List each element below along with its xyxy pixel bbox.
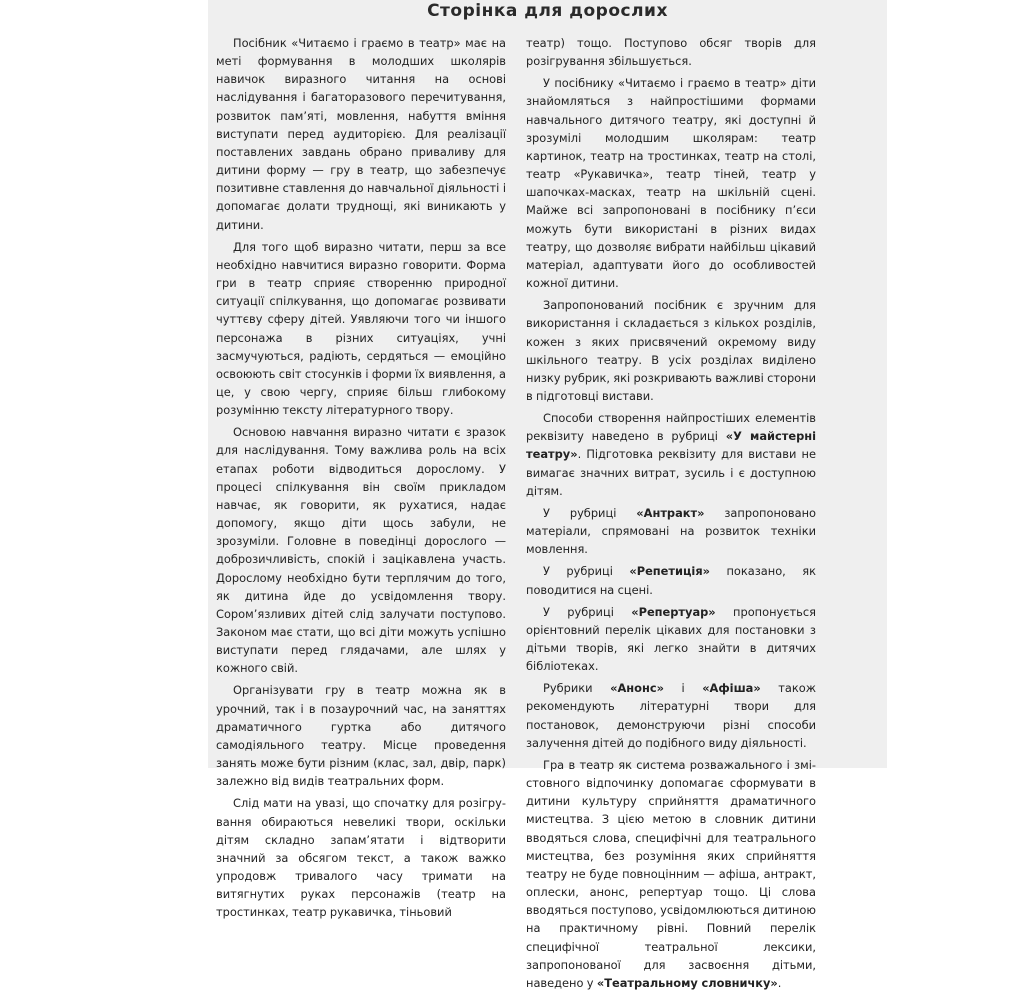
rubric-name: «Репетиція» [629,564,711,579]
paragraph [526,296,816,405]
paragraph [216,681,506,790]
paragraph-text: У рубриці [543,505,637,520]
rubric-name: «Репертуар» [631,604,716,619]
paragraph-text: пропонується орієнтовний перелік цікавих для постановки з дітьми творів, які легко знайти в дитячих бібліотеках. [526,604,816,674]
paragraph [526,34,816,70]
rubric-name: «Анонс» [610,681,664,696]
paragraph-text: Посібник «Читаємо і граємо в театр» має на меті формування в молодших школярів навичок виразного читання на основі наслідування і багаторазового перечитування, розвиток пам’яті, мовлення, набуття вміння виступати перед аудиторією. Для реалізації поставлених завдань обрано приваливу для дитини форму — гру в театр, що забезпечує позитивне ставлення до навчальної діяльності і допомагає долати труднощі, які виникають у дитини. [216,36,506,232]
rubric-name: «Антракт» [636,505,705,520]
paragraph-text: показано, як поводитися на сцені. [526,564,816,597]
paragraph-text: Організувати гру в театр можна як в урочний, так і в позаурочний час, на заняттях драматичного гуртка або дитячого самодіяльного театру. Місце проведення занять може бути різним (клас, зал, двір, парк) залежно від видів театральних форм. [216,683,506,789]
paragraph [526,504,816,558]
paragraph-text: Гра в театр як система розважального і змістовного відпочинку допомагає сформувати в дитини культуру сприйняття драматичного мистецтва. З цією метою в словник дитини вводяться слова, специфічні для театрального мистецтва, без розуміння яких сприйняття театру не буде повноцінним — афіша, антракт, оплески, анонс, репертуар тощо. Ці слова вводяться поступово, усвідомлюються дитиною на практичному рівні. Повний перелік специфічної театральної лексики, запропонованої для засвоєння дітьми, наведено у [526,757,816,990]
paragraph-text: Запропонований посібник є зручним для використання і складається з кількох розділів, кожен з яких присвячений окремому виду шкільного театру. В усіх розділах виділено низку рубрик, які розкривають важливі сторони в підготовці вистави. [526,298,816,403]
left-column [216,34,506,926]
paragraph [526,603,816,676]
paragraph-text: Основою навчання виразно читати є зразок для наслідування. Тому важлива роль на всіх етапах роботи відводиться дорослому. У процесі спілкування він своїм прикладом навчає, як говорити, як рухатися, надає допомогу, якщо діти щось забули, не зрозуміли. Головне в поведінці дорослого — доброзичливість, спокій і зацікавлена участь. Дорослому необхідно бути терплячим до того, як дитина йде до усвідомлення твору. Сором’язливих дітей слід залучати поступово. Законом має стати, що всі діти можуть успішно виступати перед глядачами, але шлях у кожного свій. [216,425,506,676]
right-column [526,34,816,996]
paragraph [526,409,816,500]
paragraph-text: Способи створення найпростіших елементів реквізиту наведено в рубриці [526,411,816,444]
paragraph-text: У посібнику «Читаємо і граємо в театр» діти знайомляться з найпростішими формами навчального дитячого театру, які доступні й зрозумілі молодшим школярам: театр картинок, театр на тростинках, театр на столі, театр «Рукавичка», театр тіней, театр у шапочках-масках, театр на шкільній сцені. Майже всі запропоновані в посібнику п’єси можуть бути використані в різних видах театру, що дозволяє вибрати найбільш цікавий матеріал, адаптувати його до особливостей кожної дитини. [526,76,816,291]
paragraph-text: . Підготовка реквізиту для вистави не вимагає значних витрат, зусиль і є доступною дітям. [526,447,816,498]
paragraph-text: і [663,681,703,696]
paragraph [216,34,506,234]
paragraph-text: запропоновано матеріали, спрямовані на розвиток техніки мовлення. [526,505,816,557]
rubric-name: «Афіша» [702,681,761,696]
paragraph [216,794,506,921]
document-page [208,0,887,990]
paragraph [526,562,816,598]
paragraph [526,756,816,992]
paragraph [526,74,816,292]
paragraph-text: Для того щоб виразно читати, перш за все необхідно навчитися виразно говорити. Форма гри в театр сприяє створенню природної ситуації спілкування, що допомагає розвивати чуттєву сферу дітей. Уявляючи того чи іншого персонажа в різних ситуаціях, учні засмучуються, радіють, сердяться — емоційно освоюють світ стосунків і форми їх виявлення, а це, у свою чергу, сприяє більш глибокому розумінню тексту літературного твору. [216,239,506,418]
paragraph [526,679,816,752]
paragraph-text: театр) тощо. Поступово обсяг творів для розігрування збільшується. [526,36,816,69]
paragraph-text: . [777,975,782,990]
paragraph-text: Рубрики [543,681,611,696]
rubric-name: «У майстерні театру» [526,429,817,462]
rubric-name: «Театральному словничку» [596,975,778,990]
paragraph [216,238,506,420]
paragraph-text: У рубриці [543,564,630,579]
paragraph-text: також рекомендують літературні твори для постановок, демонструючи різні способи залучення дітей до подібного виду діяльності. [526,681,816,750]
paragraph-text: Слід мати на увазі, що спочатку для розігрування обираються невеликі твори, оскільки дітям складно запам’ятати і відтворити значний за обсягом текст, а також важко упродовж тривалого часу тримати на витягнутих руках персонажів (театр на тростинках, театр рукавичка, тіньовий [216,796,506,920]
paragraph [216,423,506,677]
page-title: Сторінка для дорослих [427,1,668,21]
paragraph-text: У рубриці [543,604,632,619]
